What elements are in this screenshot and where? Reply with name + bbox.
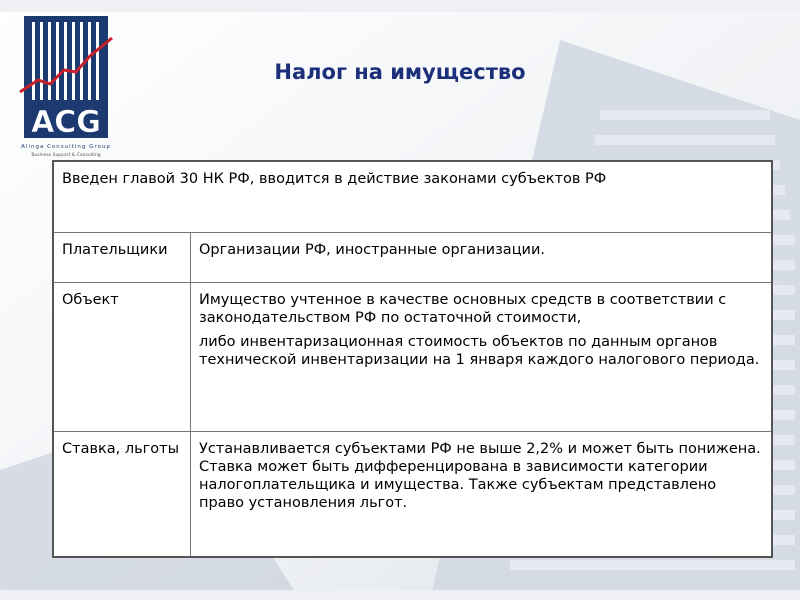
logo-letters: ACG <box>31 105 101 140</box>
bottom-frame-bar <box>0 590 800 600</box>
row-paragraph: либо инвентаризационная стоимость объектов по данным органов технической инвентаризации на 1 января каждого налогового периода. <box>199 334 760 368</box>
row-paragraph: Организации РФ, иностранные организации. <box>199 242 546 258</box>
table-row <box>53 233 772 283</box>
row-label: Ставка, льготы <box>53 432 191 558</box>
row-value <box>191 233 773 283</box>
tax-info-table <box>52 160 773 558</box>
top-frame-bar <box>0 0 800 12</box>
table-row <box>53 432 772 558</box>
table-header-row <box>53 161 772 233</box>
table-row <box>53 283 772 432</box>
logo-company-name: Alinga Consulting Group <box>21 144 111 150</box>
row-value <box>191 432 773 558</box>
row-paragraph: Устанавливается субъектами РФ не выше 2,2% и может быть понижена. Ставка может быть дифференцирована в зависимости категории налогоплательщика и имущества. Также субъектам представлено право установления льгот. <box>199 441 761 511</box>
row-label: Объект <box>53 283 191 432</box>
logo-tagline: Business Support & Consulting <box>31 153 101 158</box>
table-intro-cell: Введен главой 30 НК РФ, вводится в действие законами субъектов РФ <box>53 161 772 233</box>
row-paragraph: Имущество учтенное в качестве основных средств в соответствии с законодательством РФ по остаточной стоимости, <box>199 292 727 326</box>
page-title: Налог на имущество <box>274 60 526 84</box>
company-logo <box>18 14 114 158</box>
acg-logo-graphic <box>18 14 114 142</box>
row-label: Плательщики <box>53 233 191 283</box>
row-value <box>191 283 773 432</box>
